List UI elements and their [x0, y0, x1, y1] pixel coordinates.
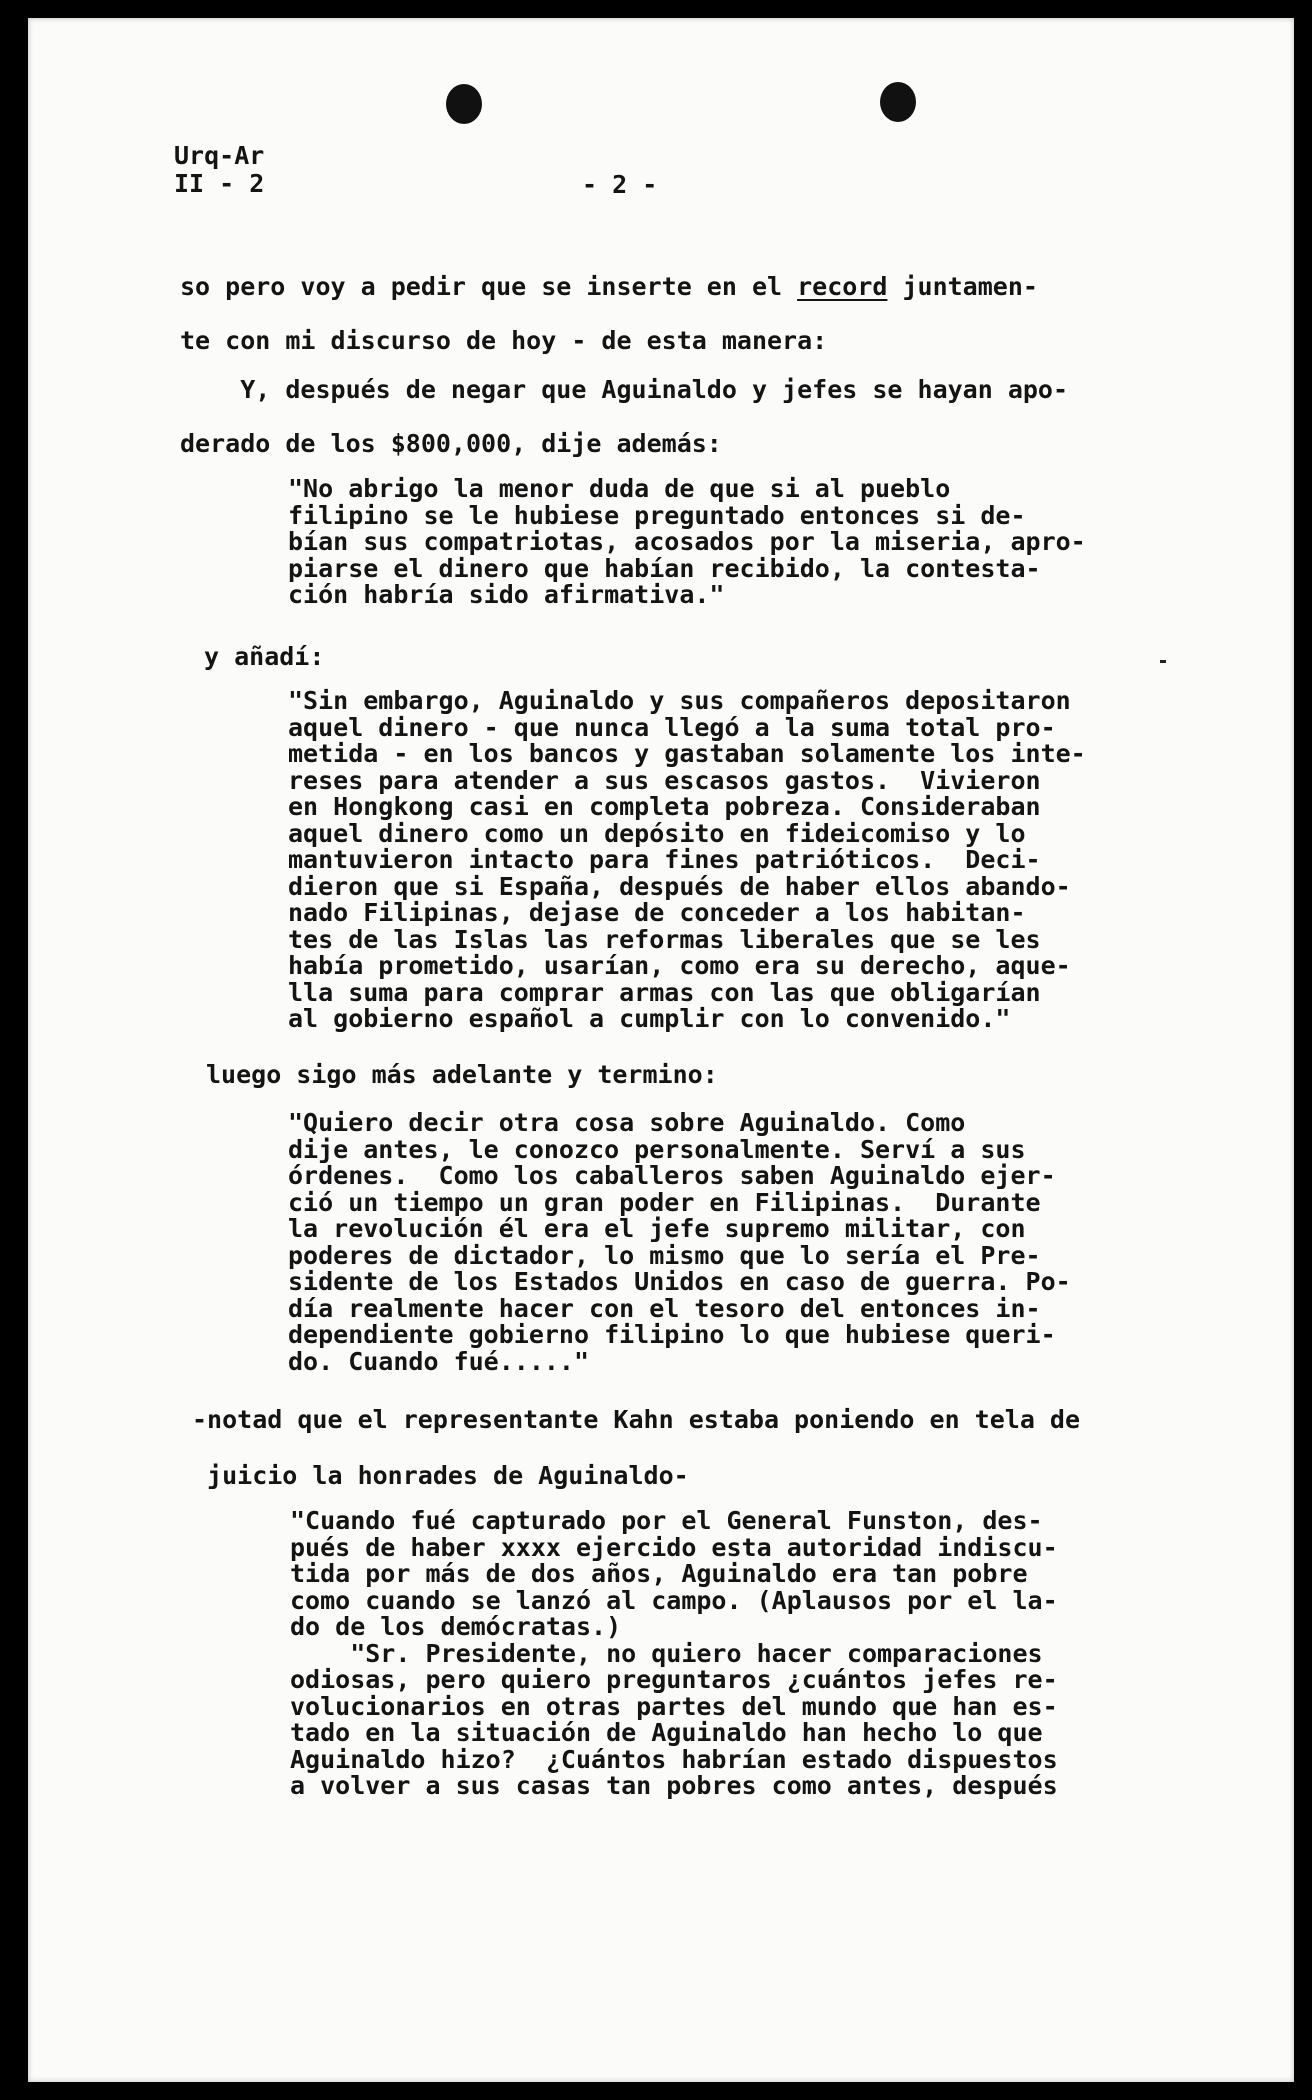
quote-1: "No abrigo la menor duda de que si al pueblo filipino se le hubiese preguntado entonces si de- bían sus compatriotas, acosados por la miseria, apro- piarse el dinero que habían recibido, la contesta- ción habría sido afirmativa." [288, 474, 1086, 609]
paragraph-2-line-1: Y, después de negar que Aguinaldo y jefes se hayan apo- [180, 375, 1069, 404]
page-number: - 2 - [582, 170, 658, 199]
editorial-note-line-2: juicio la honrades de Aguinaldo- [192, 1461, 689, 1490]
paragraph-2-line-2: derado de los $800,000, dije además: [180, 429, 722, 458]
punch-hole-right [880, 82, 916, 122]
quote-2: "Sin embargo, Aguinaldo y sus compañeros depositaron aquel dinero - que nunca llegó a la suma total pro- metida - en los bancos y gastaban solamente los inte- reses para atender a sus escasos gastos. Vivieron en Hongkong casi en completa pobreza. Consideraban aquel dinero como un depósito en fideicomiso y lo mantuvieron intacto para fines patrióticos. Deci- dieron que si España, después de haber ellos abando- nado Filipinas, dejase de conceder a los habitan- tes de las Islas las reformas liberales que se les había prometido, usarían, como era su derecho, aque- lla suma para comprar armas con las que obligarían al gobierno español a cumplir con lo convenido." [288, 686, 1086, 1033]
quote-3: "Quiero decir otra cosa sobre Aguinaldo. Como dije antes, le conozco personalmente. Serví a sus órdenes. Como los caballeros saben Aguinaldo ejer- ció un tiempo un gran poder en Filipinas. Durante la revolución él era el jefe supremo militar, con poderes de dictador, lo mismo que lo sería el Pre- sidente de los Estados Unidos en caso de guerra. Po- día realmente hacer con el tesoro del entonces in- dependiente gobierno filipino lo que hubiese queri- do. Cuando fué....." [288, 1108, 1071, 1376]
document-code [174, 142, 264, 198]
paragraph-2 [180, 363, 1068, 471]
paragraph-1-line-2: te con mi discurso de hoy - de esta manera: [180, 326, 828, 355]
intro-luego: luego sigo más adelante y termino: [206, 1060, 718, 1089]
paragraph-1-text-a: so pero voy a pedir que se inserte en el [180, 272, 798, 301]
paragraph-1 [180, 260, 1038, 368]
punch-hole-left [446, 84, 482, 124]
quote-4: "Cuando fué capturado por el General Funston, des- pués de haber xxxx ejercido esta autoridad indiscu- tida por más de dos años, Aguinaldo era tan pobre como cuando se lanzó al campo. (Aplausos por el la- do de los demócratas.) "Sr. Presidente, no quiero hacer comparaciones odiosas, pero quiero preguntaros ¿cuántos jefes re- volucionarios en otras partes del mundo que han es- tado en la situación de Aguinaldo han hecho lo que Aguinaldo hizo? ¿Cuántos habrían estado dispuestos a volver a sus casas tan pobres como antes, después [290, 1506, 1058, 1800]
document-code-line2: II - 2 [174, 169, 265, 198]
editorial-note [192, 1392, 1080, 1504]
intro-anadi: y añadí: [204, 642, 325, 671]
underlined-word-record: record [797, 272, 888, 301]
paragraph-1-text-b: juntamen- [887, 272, 1038, 301]
editorial-note-line-1: -notad que el representante Kahn estaba poniendo en tela de [192, 1405, 1081, 1434]
scan-speck [1160, 660, 1166, 663]
document-code-line1: Urq-Ar [174, 141, 265, 170]
